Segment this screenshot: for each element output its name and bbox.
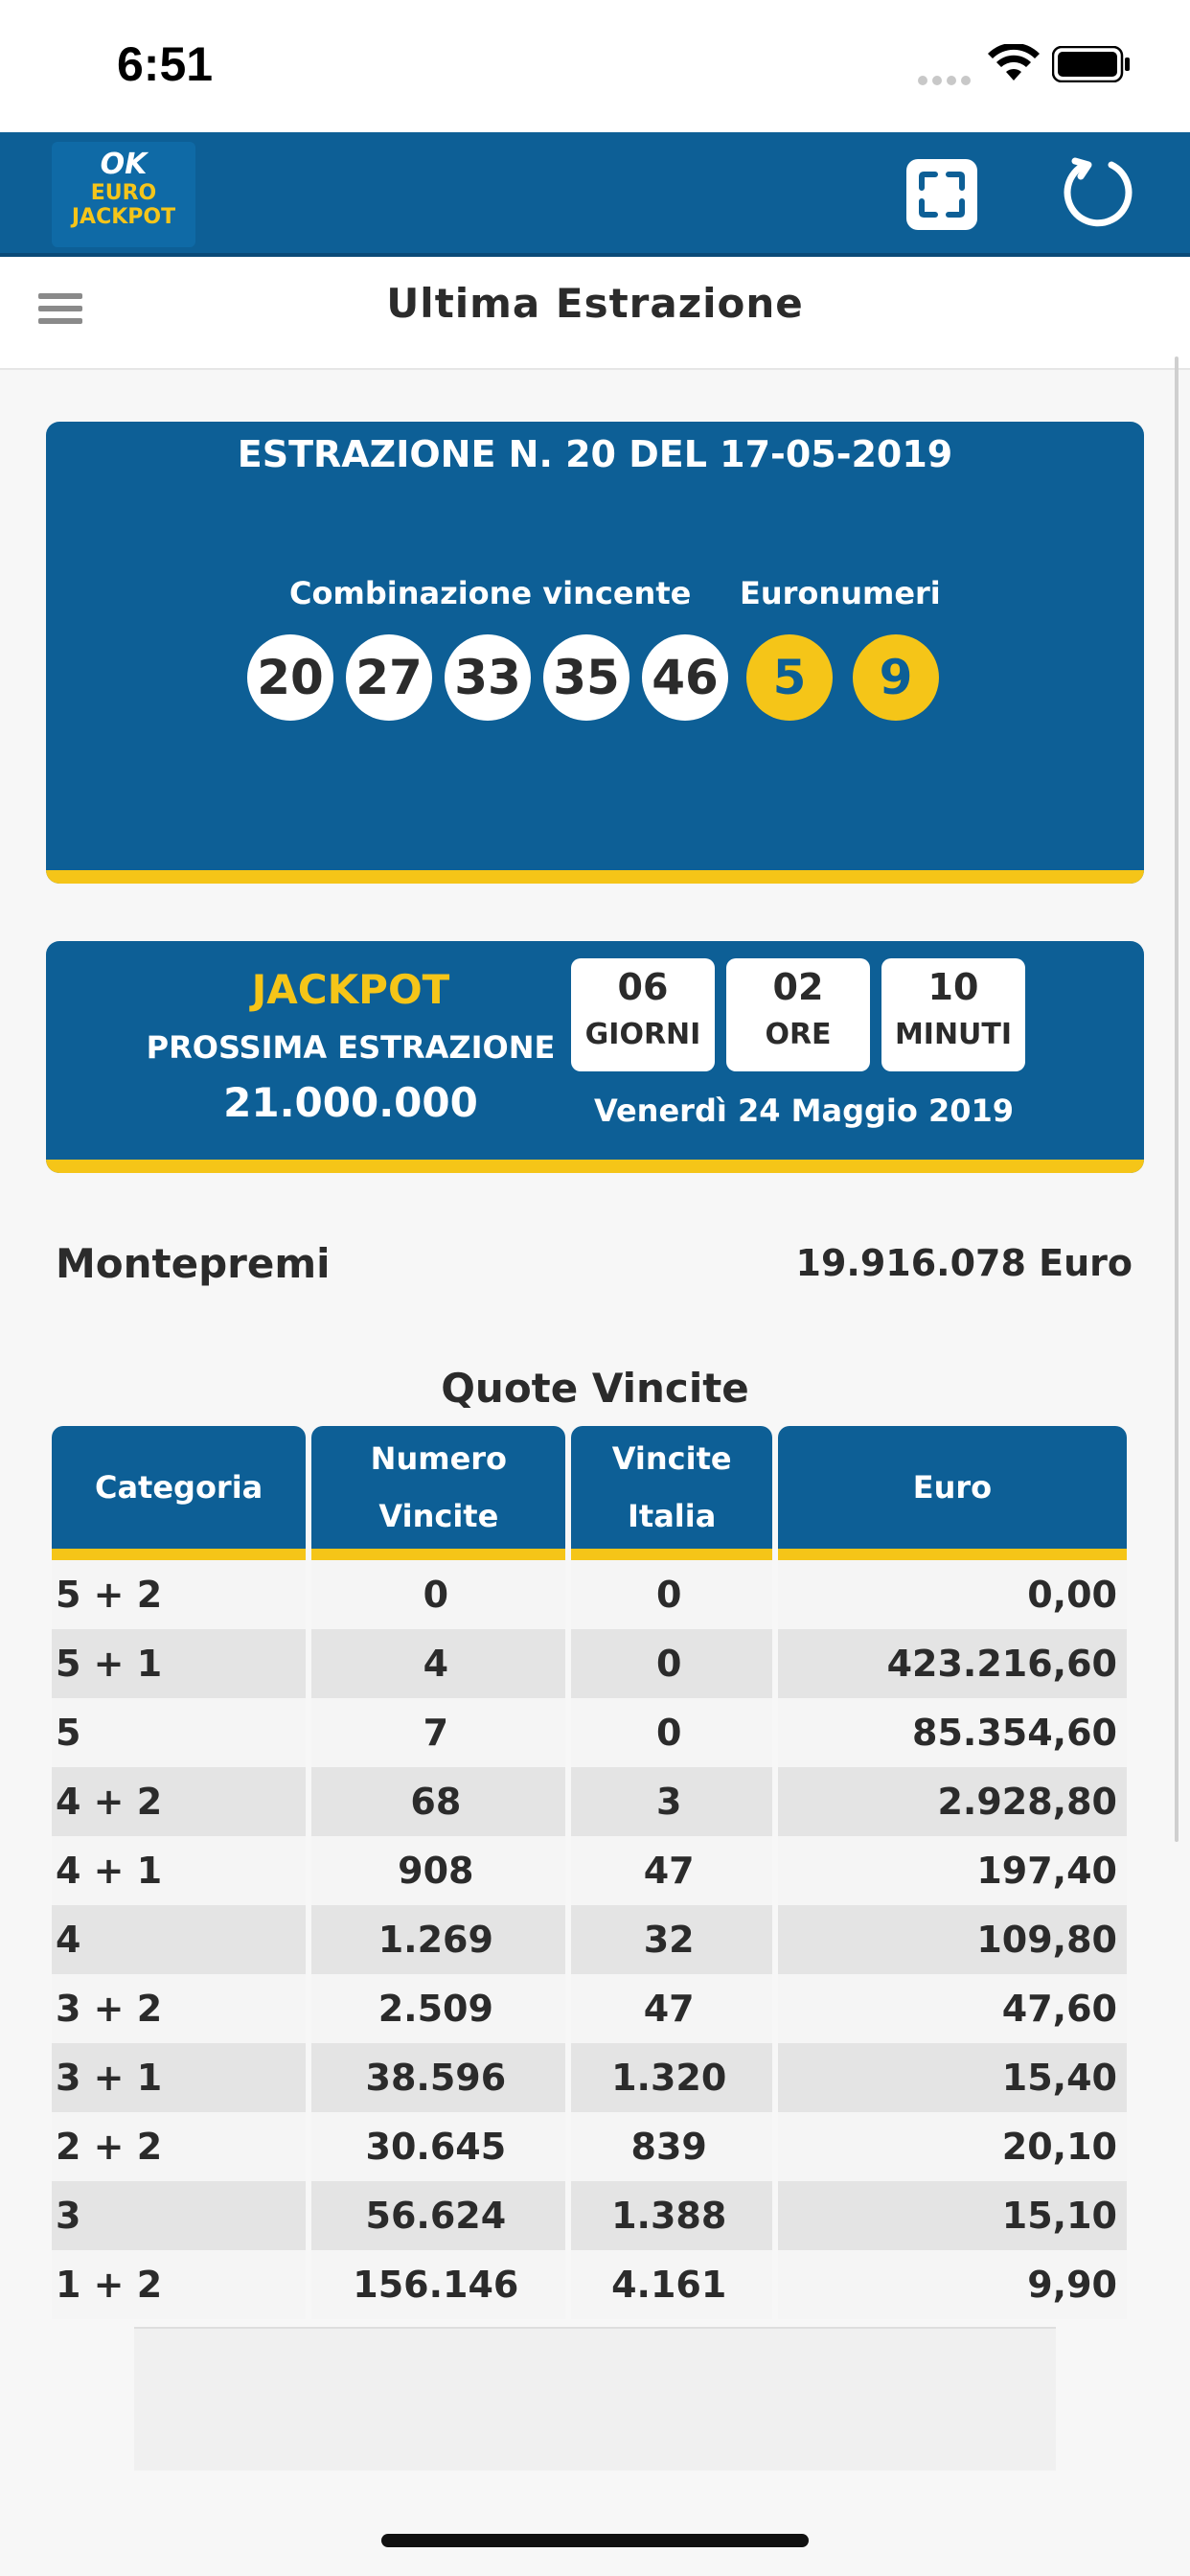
table-row <box>52 2112 1127 2181</box>
header-euro <box>778 1426 1127 1560</box>
cell-categoria: 3 <box>52 2181 306 2250</box>
refresh-button[interactable] <box>1060 155 1136 232</box>
cell-euro: 197,40 <box>778 1836 1127 1905</box>
quote-table-header <box>52 1426 1127 1560</box>
cell-numero-vincite: 0 <box>311 1560 565 1629</box>
app-header <box>0 132 1190 257</box>
cell-numero-vincite: 156.146 <box>311 2250 565 2319</box>
number-ball: 20 <box>247 634 333 721</box>
draw-title: ESTRAZIONE N. 20 DEL 17-05-2019 <box>237 433 953 475</box>
header-categoria <box>52 1426 306 1560</box>
scan-button[interactable] <box>906 159 977 230</box>
countdown-minutes-label: MINUTI <box>894 1018 1013 1051</box>
cell-euro: 9,90 <box>778 2250 1127 2319</box>
cell-euro: 47,60 <box>778 1974 1127 2043</box>
draw-card <box>46 422 1144 884</box>
countdown-hours-label: ORE <box>765 1018 832 1051</box>
cell-numero-vincite: 2.509 <box>311 1974 565 2043</box>
cell-categoria: 3 + 2 <box>52 1974 306 2043</box>
cell-categoria: 2 + 2 <box>52 2112 306 2181</box>
logo-euro-text: EURO <box>90 181 157 205</box>
logo-ok-text: OK <box>100 148 148 181</box>
countdown-days-value: 06 <box>617 966 669 1008</box>
scan-icon <box>906 159 977 230</box>
cell-numero-vincite: 38.596 <box>311 2043 565 2112</box>
cell-vincite-italia: 0 <box>571 1629 771 1698</box>
header-numero-line1: Numero <box>370 1440 508 1477</box>
cell-numero-vincite: 1.269 <box>311 1905 565 1974</box>
jackpot-card <box>46 941 1144 1173</box>
cellular-signal-icon <box>918 71 975 80</box>
ad-banner-area[interactable] <box>134 2327 1056 2471</box>
cell-vincite-italia: 1.320 <box>571 2043 771 2112</box>
cell-euro: 20,10 <box>778 2112 1127 2181</box>
table-row <box>52 1974 1127 2043</box>
cell-vincite-italia: 0 <box>571 1698 771 1767</box>
cell-numero-vincite: 4 <box>311 1629 565 1698</box>
cell-vincite-italia: 3 <box>571 1767 771 1836</box>
scroll-indicator[interactable] <box>1175 356 1179 1842</box>
cell-euro: 15,10 <box>778 2181 1127 2250</box>
number-balls <box>247 634 959 721</box>
table-row <box>52 1905 1127 1974</box>
number-ball: 33 <box>445 634 531 721</box>
header-italia-line1: Vincite <box>611 1440 732 1477</box>
cell-numero-vincite: 7 <box>311 1698 565 1767</box>
cell-euro: 2.928,80 <box>778 1767 1127 1836</box>
refresh-icon <box>1060 155 1136 232</box>
montepremi-label: Montepremi <box>56 1240 331 1287</box>
cell-categoria: 4 + 2 <box>52 1767 306 1836</box>
cell-numero-vincite: 30.645 <box>311 2112 565 2181</box>
header-euro-label: Euro <box>912 1469 993 1506</box>
euronumber-ball: 9 <box>853 634 939 721</box>
header-numero-line2: Vincite <box>378 1498 499 1534</box>
nav-bar <box>0 257 1190 370</box>
header-italia-line2: Italia <box>628 1498 717 1534</box>
winning-combination-label: Combinazione vincente <box>289 575 692 611</box>
number-ball: 35 <box>543 634 629 721</box>
countdown-minutes-value: 10 <box>927 966 979 1008</box>
cell-categoria: 1 + 2 <box>52 2250 306 2319</box>
header-numero-vincite <box>311 1426 565 1560</box>
cell-categoria: 4 <box>52 1905 306 1974</box>
cell-categoria: 5 <box>52 1698 306 1767</box>
home-indicator[interactable] <box>381 2534 809 2547</box>
cell-numero-vincite: 908 <box>311 1836 565 1905</box>
cell-categoria: 4 + 1 <box>52 1836 306 1905</box>
table-row <box>52 1836 1127 1905</box>
jackpot-amount: 21.000.000 <box>223 1079 478 1126</box>
cell-euro: 0,00 <box>778 1560 1127 1629</box>
wifi-icon <box>987 44 1041 82</box>
number-ball: 27 <box>346 634 432 721</box>
cell-vincite-italia: 47 <box>571 1836 771 1905</box>
cell-vincite-italia: 0 <box>571 1560 771 1629</box>
next-draw-date: Venerdì 24 Maggio 2019 <box>593 1092 1015 1129</box>
header-vincite-italia <box>571 1426 771 1560</box>
app-logo[interactable] <box>52 142 195 247</box>
countdown-days <box>571 958 715 1071</box>
cell-vincite-italia: 47 <box>571 1974 771 2043</box>
euronumber-ball: 5 <box>746 634 833 721</box>
cell-categoria: 5 + 2 <box>52 1560 306 1629</box>
euronumbers-label: Euronumeri <box>740 575 941 611</box>
cell-euro: 423.216,60 <box>778 1629 1127 1698</box>
cell-vincite-italia: 32 <box>571 1905 771 1974</box>
table-row <box>52 1767 1127 1836</box>
quote-table <box>46 1426 1133 2319</box>
table-row <box>52 2181 1127 2250</box>
quote-title: Quote Vincite <box>441 1365 749 1412</box>
cell-euro: 15,40 <box>778 2043 1127 2112</box>
cell-vincite-italia: 1.388 <box>571 2181 771 2250</box>
table-row <box>52 1629 1127 1698</box>
status-bar <box>0 0 1190 132</box>
page-title: Ultima Estrazione <box>386 280 804 327</box>
cell-categoria: 3 + 1 <box>52 2043 306 2112</box>
countdown-days-label: GIORNI <box>584 1018 701 1051</box>
cell-numero-vincite: 56.624 <box>311 2181 565 2250</box>
countdown-hours <box>726 958 870 1071</box>
next-draw-label: PROSSIMA ESTRAZIONE <box>146 1029 556 1066</box>
jackpot-title: JACKPOT <box>251 966 450 1013</box>
table-row <box>52 2043 1127 2112</box>
countdown-hours-value: 02 <box>772 966 824 1008</box>
status-time: 6:51 <box>117 37 214 91</box>
cell-vincite-italia: 839 <box>571 2112 771 2181</box>
cell-vincite-italia: 4.161 <box>571 2250 771 2319</box>
cell-euro: 85.354,60 <box>778 1698 1127 1767</box>
battery-icon <box>1052 46 1131 82</box>
countdown-minutes <box>881 958 1025 1071</box>
cell-categoria: 5 + 1 <box>52 1629 306 1698</box>
montepremi-value: 19.916.078 Euro <box>795 1242 1133 1284</box>
countdown <box>571 958 1037 1071</box>
logo-jackpot-text: JACKPOT <box>71 205 176 229</box>
cell-numero-vincite: 68 <box>311 1767 565 1836</box>
table-row <box>52 1698 1127 1767</box>
cell-euro: 109,80 <box>778 1905 1127 1974</box>
table-row <box>52 2250 1127 2319</box>
header-categoria-label: Categoria <box>94 1469 263 1506</box>
number-ball: 46 <box>642 634 728 721</box>
table-row <box>52 1560 1127 1629</box>
